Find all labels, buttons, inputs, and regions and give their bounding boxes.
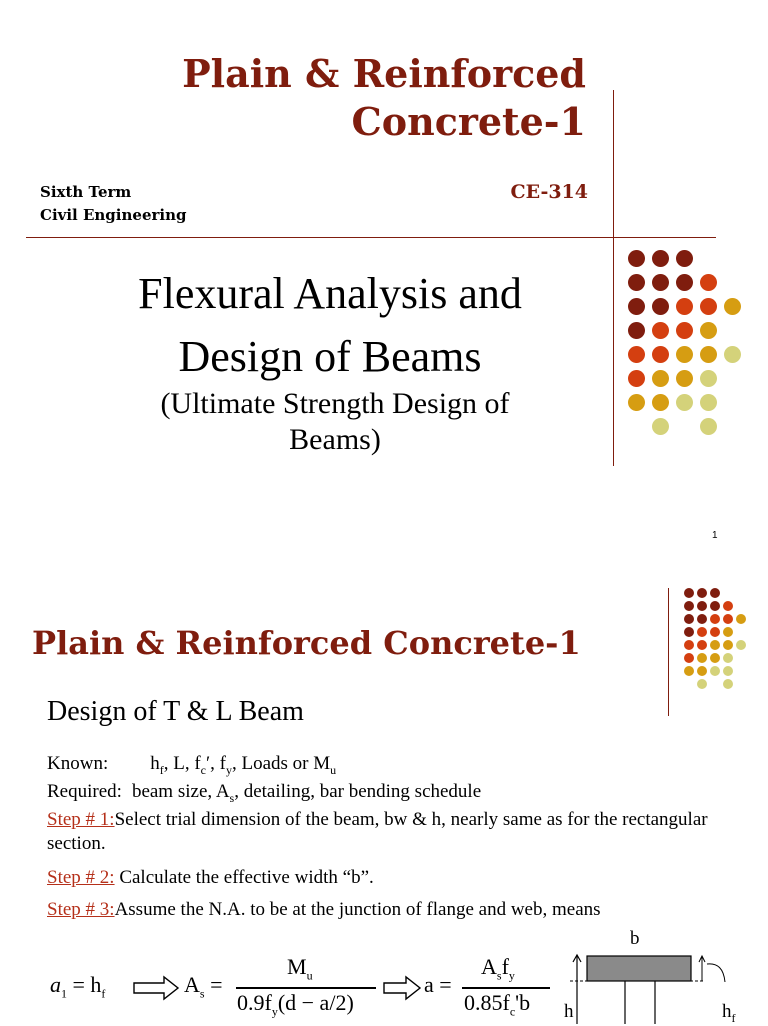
decorative-dot	[723, 614, 733, 624]
eq-num2-sub1: s	[496, 968, 502, 983]
eq-den1-sub: y	[271, 1004, 278, 1019]
eq-num2-sub2: y	[508, 968, 515, 983]
topic-subtitle	[100, 386, 570, 458]
known-loads: , Loads or M	[231, 753, 331, 774]
term-text: Sixth Term	[40, 183, 132, 201]
topic-sub-line-2: Beams)	[289, 423, 381, 456]
decorative-dot	[700, 298, 717, 315]
decorative-dot	[736, 640, 746, 650]
step-1-text: Select trial dimension of the beam, bw & h, nearly same as for the rectangular section.	[47, 809, 708, 854]
decorative-dot	[697, 614, 707, 624]
eq-as: A	[184, 972, 200, 997]
known-line	[47, 752, 336, 782]
required-text-a: beam size, A	[131, 781, 230, 802]
eq-num2-f: f	[501, 954, 509, 979]
diagram-label-h: h	[564, 1001, 574, 1022]
topic-title	[70, 262, 590, 388]
step-2-text: Calculate the effective width “b”.	[119, 867, 374, 888]
required-line	[47, 780, 481, 810]
decorative-dot	[710, 640, 720, 650]
diagram-hf: h	[722, 1001, 732, 1022]
fraction-bar	[462, 987, 550, 989]
known-sep: , L, f	[163, 753, 201, 774]
step-3	[47, 898, 601, 922]
decorative-dot	[676, 346, 693, 363]
decorative-dot	[684, 653, 694, 663]
decorative-dot-grid	[684, 588, 764, 698]
diagram-label-hf	[722, 1001, 736, 1026]
decorative-dot	[628, 394, 645, 411]
decorative-dot	[676, 394, 693, 411]
decorative-dot	[697, 666, 707, 676]
eq-den2: 0.85f	[464, 990, 510, 1015]
implies-arrow-icon	[132, 975, 182, 1001]
equation-a-lhs: a =	[424, 972, 452, 997]
decorative-dot	[723, 679, 733, 689]
decorative-dot	[723, 640, 733, 650]
decorative-dot	[652, 418, 669, 435]
decorative-dot	[723, 601, 733, 611]
decorative-dot	[628, 370, 645, 387]
decorative-dot	[710, 588, 720, 598]
decorative-dot	[723, 653, 733, 663]
equation-a1	[50, 972, 105, 1001]
diagram-label-b: b	[630, 928, 640, 949]
equation-num1	[287, 954, 313, 983]
decorative-dot	[652, 250, 669, 267]
required-sub: s	[229, 790, 235, 805]
slide-title	[140, 50, 586, 146]
fraction-bar	[236, 987, 376, 989]
equation-den2	[464, 990, 530, 1019]
step-2-label: Step # 2:	[47, 867, 115, 888]
decorative-dot	[628, 274, 645, 291]
known-hf: h	[150, 753, 160, 774]
known-label: Known:	[47, 753, 109, 774]
eq-a1-sub: 1	[61, 986, 67, 1001]
eq-den1-rest: (d − a/2)	[277, 990, 354, 1015]
decorative-dot	[676, 298, 693, 315]
decorative-dot	[700, 322, 717, 339]
decorative-dot	[684, 640, 694, 650]
decorative-dot	[700, 370, 717, 387]
known-fy-sub: y	[225, 762, 232, 777]
decorative-dot	[710, 614, 720, 624]
eq-a1: a	[50, 972, 61, 997]
decorative-dot	[710, 601, 720, 611]
known-fc-sub: c	[200, 762, 206, 777]
decorative-dot	[697, 640, 707, 650]
decorative-dot	[628, 250, 645, 267]
known-mu-sub: u	[330, 762, 337, 777]
decorative-dot	[700, 418, 717, 435]
decorative-dot	[652, 322, 669, 339]
eq-den1: 0.9f	[237, 990, 272, 1015]
equation-den1	[237, 990, 354, 1019]
step-1	[47, 808, 747, 856]
department-text: Civil Engineering	[40, 206, 187, 224]
decorative-dot	[652, 274, 669, 291]
title-line-1: Plain & Reinforced	[182, 51, 586, 96]
decorative-dot	[676, 322, 693, 339]
decorative-dot	[736, 614, 746, 624]
decorative-dot	[700, 274, 717, 291]
decorative-dot	[723, 666, 733, 676]
decorative-dot	[652, 394, 669, 411]
decorative-dot	[676, 274, 693, 291]
decorative-dot	[710, 666, 720, 676]
decorative-dot	[684, 601, 694, 611]
decorative-dot-grid	[628, 250, 748, 440]
decorative-dot	[684, 614, 694, 624]
term-block	[40, 181, 186, 227]
topic-sub-line-1: (Ultimate Strength Design of	[160, 387, 510, 420]
topic-line-1: Flexural Analysis and	[138, 269, 522, 318]
eq-den2-rest: 'b	[515, 990, 531, 1015]
step-2	[47, 866, 374, 890]
title-line-2: Concrete-1	[351, 99, 586, 144]
eq-as-sub: s	[199, 986, 205, 1001]
step-3-text: Assume the N.A. to be at the junction of flange and web, means	[114, 899, 601, 920]
course-code: CE-314	[510, 181, 588, 203]
eq-den2-sub: c	[509, 1004, 516, 1019]
decorative-dot	[724, 346, 741, 363]
decorative-dot	[710, 653, 720, 663]
divider-vertical	[668, 588, 669, 716]
decorative-dot	[697, 627, 707, 637]
required-label: Required:	[47, 781, 122, 802]
step-3-label: Step # 3:	[47, 899, 115, 920]
divider-vertical	[613, 90, 614, 466]
decorative-dot	[700, 394, 717, 411]
section-heading: Design of T & L Beam	[47, 696, 304, 727]
decorative-dot	[628, 322, 645, 339]
decorative-dot	[697, 588, 707, 598]
decorative-dot	[676, 250, 693, 267]
known-hf-sub: f	[159, 762, 164, 777]
eq-mu: M	[287, 954, 307, 979]
decorative-dot	[676, 370, 693, 387]
known-fc-prime: ′, f	[206, 753, 226, 774]
decorative-dot	[723, 627, 733, 637]
required-text-b: , detailing, bar bending schedule	[234, 781, 482, 802]
eq-equals: =	[210, 972, 223, 997]
step-1-label: Step # 1:	[47, 809, 115, 830]
decorative-dot	[628, 298, 645, 315]
decorative-dot	[710, 627, 720, 637]
decorative-dot	[652, 298, 669, 315]
decorative-dot	[697, 679, 707, 689]
page-number: 1	[712, 530, 718, 541]
decorative-dot	[684, 588, 694, 598]
eq-num2: A	[481, 954, 497, 979]
decorative-dot	[697, 653, 707, 663]
topic-line-2: Design of Beams	[178, 332, 482, 381]
eq-hf-sub: f	[101, 986, 106, 1001]
equation-as-lhs	[184, 972, 222, 1001]
decorative-dot	[684, 666, 694, 676]
slide-2-title: Plain & Reinforced Concrete-1	[32, 624, 581, 662]
decorative-dot	[700, 346, 717, 363]
decorative-dot	[628, 346, 645, 363]
decorative-dot	[652, 346, 669, 363]
decorative-dot	[652, 370, 669, 387]
implies-arrow-icon	[382, 975, 422, 1001]
equation-num2	[481, 954, 515, 983]
eq-mu-sub: u	[306, 968, 313, 983]
diagram-hf-sub: f	[731, 1010, 736, 1025]
decorative-dot	[697, 601, 707, 611]
decorative-dot	[684, 627, 694, 637]
decorative-dot	[724, 298, 741, 315]
eq-hf: = h	[72, 972, 102, 997]
